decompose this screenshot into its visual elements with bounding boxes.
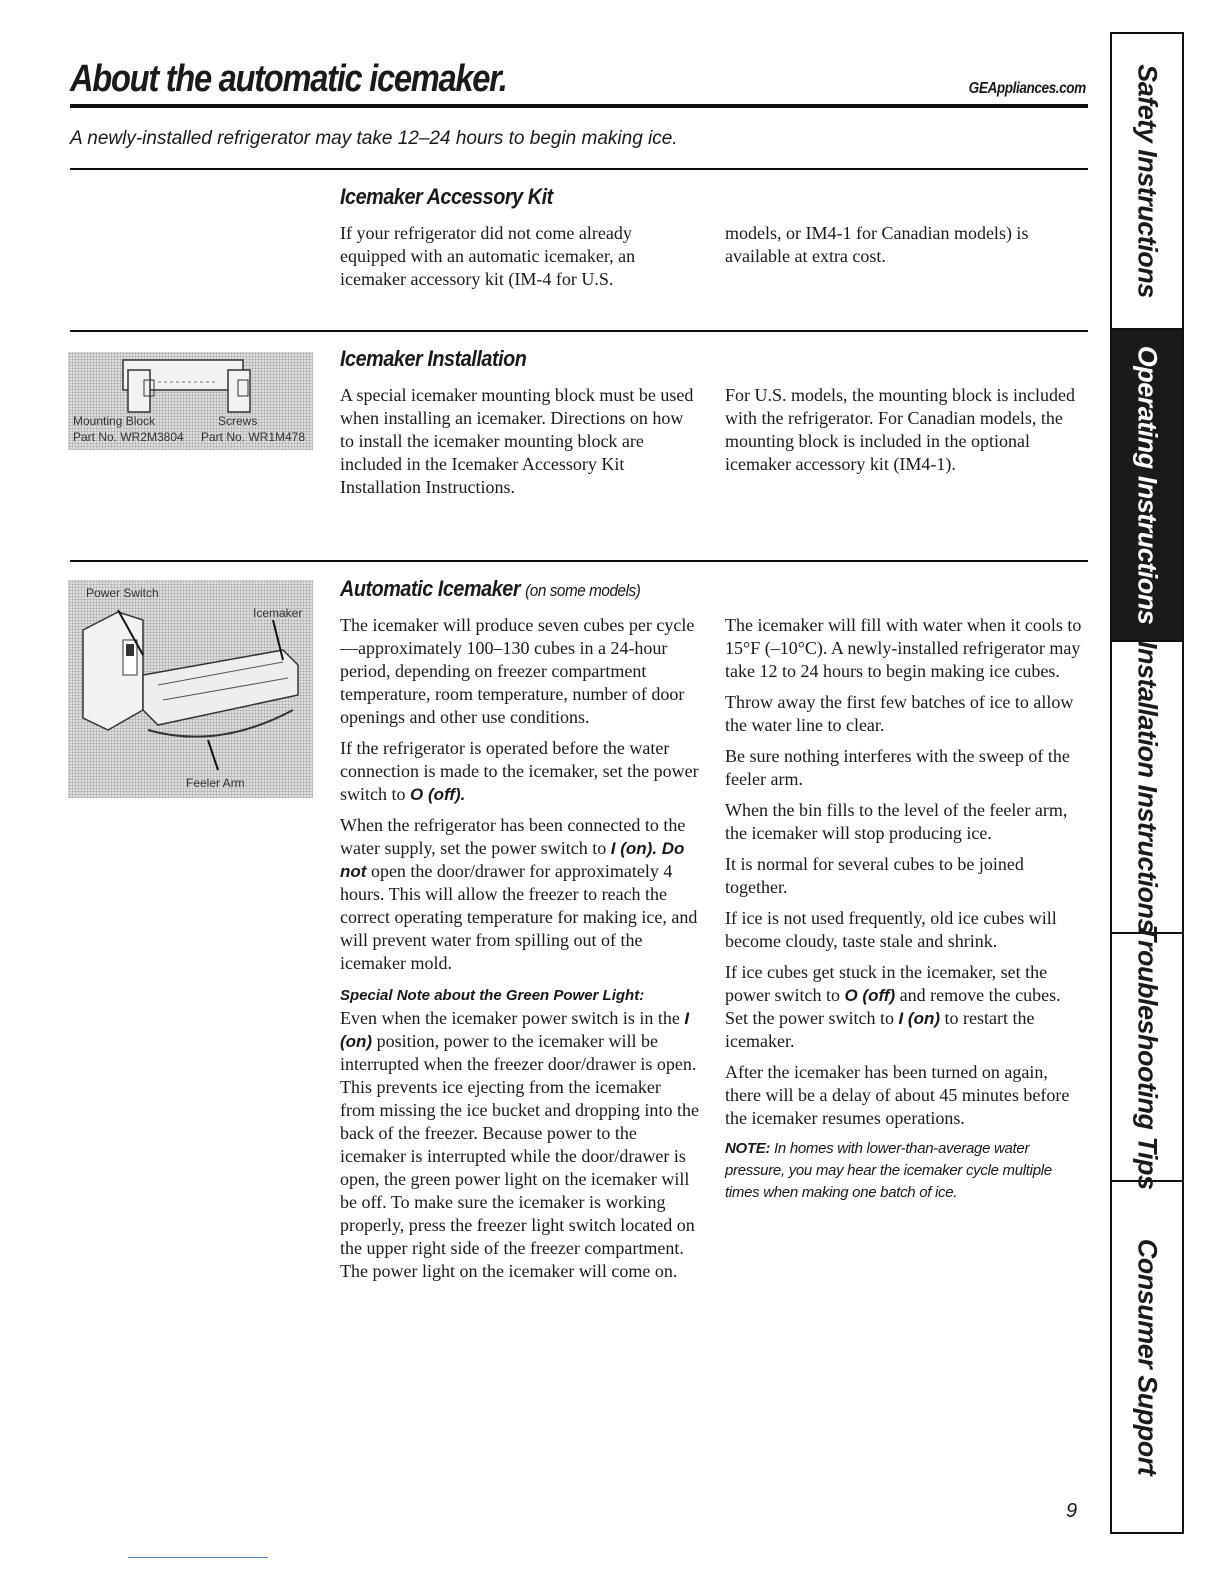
automatic-text-col2: The icemaker will fill with water when it cools to 15°F (–10°C). A newly-installed refrigerator may take 12 to 24 hours to begin making ice cubes. Throw away the first few batches of ice to allow the water line to clear. Be sure nothing interferes with the sweep of the feeler arm. When the bin fills to the level of the feeler arm, the icemaker will stop producing ice. It is normal for several cubes to be joined together. If ice is not used frequently, old ice cubes will become cloudy, taste stale and shrink. If ice cubes get stuck in the icemaker, set the power switch to O (off) and remove the cubes. Set the power switch to I (on) to restart the icemaker. After the icemaker has been turned on again, there will be a delay of about 45 minutes before the icemaker resumes operations. NOTE: In homes with lower-than-average water pressure, you may hear the icemaker cycle multiple times when making one batch of ice. (725, 614, 1085, 1212)
tab-safety-instructions[interactable]: Safety Instructions (1112, 34, 1182, 330)
section-title-automatic-icemaker: Automatic Icemaker (on some models) (340, 576, 641, 601)
tab-installation-instructions[interactable]: Installation Instructions (1112, 642, 1182, 934)
label-mounting-block-part: Part No. WR2M3804 (73, 430, 184, 444)
tab-consumer-support[interactable]: Consumer Support (1132, 1238, 1163, 1476)
kit-text-col2: models, or IM4-1 for Canadian models) is available at extra cost. (725, 223, 1029, 266)
tab-troubleshooting-tips[interactable]: Troubleshooting Tips (1112, 934, 1182, 1182)
page-number: 9 (1066, 1500, 1078, 1522)
section-divider (70, 560, 1088, 562)
label-mounting-block: Mounting Block (73, 414, 156, 428)
footer-line (128, 1557, 268, 1558)
header-rule (70, 104, 1088, 108)
installation-text-col1: A special icemaker mounting block must be used when installing an icemaker. Directions on how to install the icemaker mounting block are included in the Icemaker Accessory Kit Installation Instructions. (340, 385, 694, 497)
section-divider (70, 330, 1088, 332)
label-screws-part: Part No. WR1M478 (201, 430, 306, 444)
page-subtitle: A newly-installed refrigerator may take 12–24 hours to begin making ice. (70, 128, 678, 149)
site-url[interactable]: GEAppliances.com (968, 80, 1086, 97)
section-divider (70, 168, 1088, 170)
page-title: About the automatic icemaker. (70, 58, 507, 100)
section-tabs (1110, 32, 1184, 1534)
automatic-text-col1: The icemaker will produce seven cubes per cycle—approximately 100–130 cubes in a 24-hour period, depending on freezer compartment temperature, room temperature, number of door openings and other use conditions. If the refrigerator is operated before the water connection is made to the icemaker, set the power switch to O (off). When the refrigerator has been connected to the water supply, set the power switch to I (on). Do not open the door/drawer for approximately 4 hours. This will allow the freezer to reach the correct operating temperature for making ice, and will prevent water from spilling out of the icemaker mold. Special Note about the Green Power Light: Even when the icemaker power switch is in the I (on) position, power to the icemaker will be interrupted when the freezer door/drawer is open. This prevents ice ejecting from the icemaker from missing the ice bucket and dropping into the back of the freezer. Because power to the icemaker is interrupted while the door/drawer is open, the green power light on the icemaker will be off. To make sure the icemaker is working properly, press the freezer light switch located on the upper right side of the freezer compartment. The power light on the icemaker will come on. (340, 615, 699, 1281)
kit-text-col1: If your refrigerator did not come already equipped with an automatic icemaker, an icemaker accessory kit (IM-4 for U.S. (340, 223, 636, 289)
section-title-installation: Icemaker Installation (340, 346, 527, 371)
mounting-block-image (68, 352, 313, 450)
note: NOTE: In homes with lower-than-average water pressure, you may hear the icemaker cycle multiple times when making one batch of ice. (725, 1140, 1052, 1201)
label-feeler-arm: Feeler Arm (186, 776, 245, 790)
tab-operating-instructions[interactable]: Operating Instructions (1112, 330, 1182, 642)
label-screws: Screws (218, 414, 258, 428)
section-title-accessory-kit: Icemaker Accessory Kit (340, 184, 553, 209)
label-icemaker: Icemaker (253, 606, 303, 620)
installation-text-col2: For U.S. models, the mounting block is included with the refrigerator. For Canadian models, the mounting block is included in the optional icemaker accessory kit (IM4-1). (725, 385, 1075, 474)
label-power-switch: Power Switch (86, 586, 159, 600)
icemaker-image (68, 580, 313, 798)
